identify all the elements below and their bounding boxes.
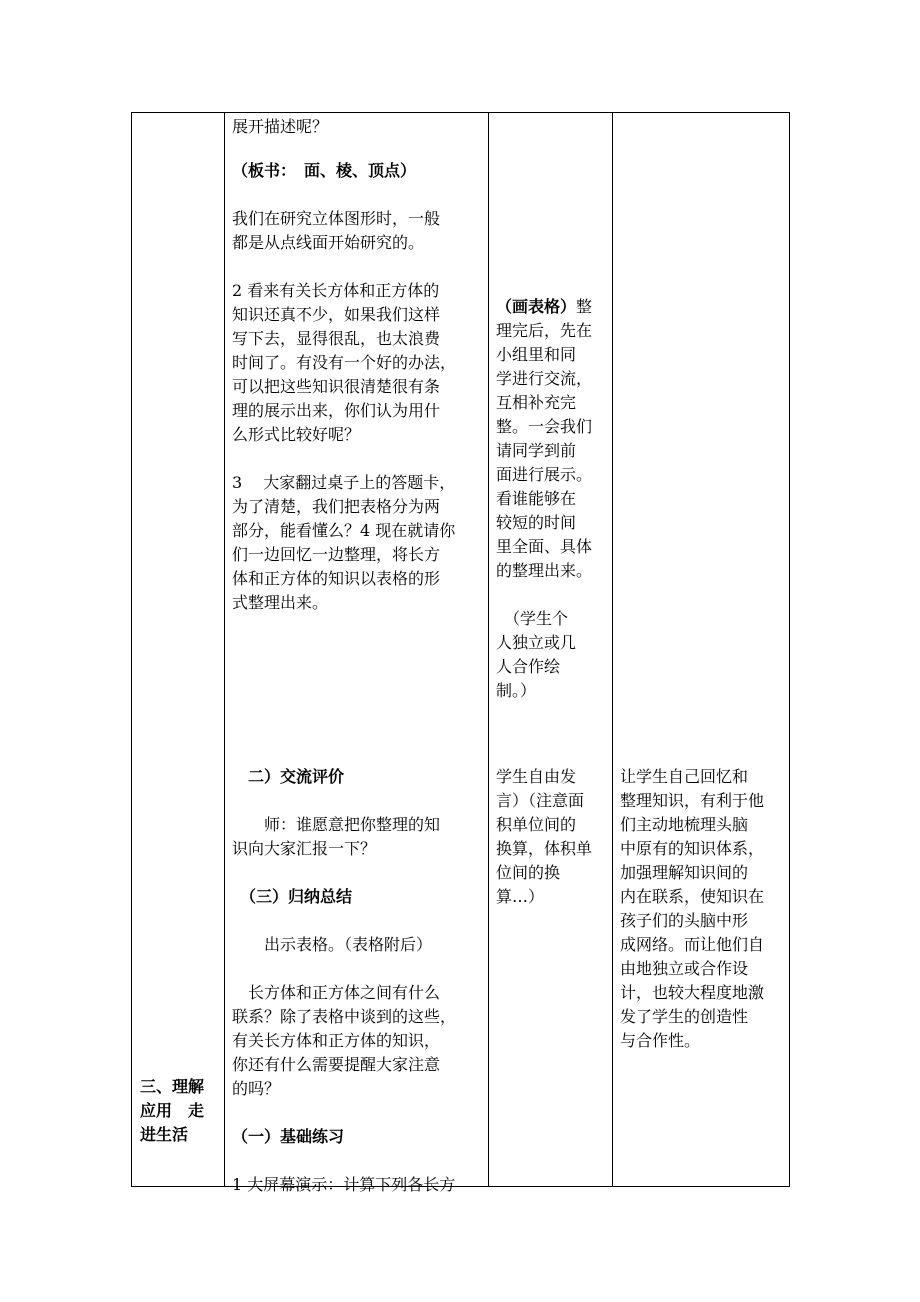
text-line: 长方体和正方体之间有什么 xyxy=(232,983,441,1002)
text-line: 里全面、具体 xyxy=(496,537,593,556)
section-heading: （一）基础练习 xyxy=(232,1127,345,1146)
text-line: 互相补充完 xyxy=(496,393,577,412)
text-line: 整理知识，有利于他 xyxy=(620,791,765,810)
text-line: 人独立或几 xyxy=(496,633,577,652)
stage-label-line: 进生活 xyxy=(140,1125,189,1144)
column-divider xyxy=(488,113,489,1186)
text-line: 加强理解知识间的 xyxy=(620,863,749,882)
teacher-activity-middle xyxy=(232,765,486,1197)
text-line: 与合作性。 xyxy=(620,1031,701,1050)
text-line: 展开描述呢？ xyxy=(232,117,329,136)
text-line: 请同学到前 xyxy=(496,441,577,460)
text-line: 我们在研究立体图形时，一般 xyxy=(232,209,441,228)
section-heading: （三）归纳总结 xyxy=(232,887,353,906)
draw-table-label: （画表格） xyxy=(496,297,577,316)
text-line: 的整理出来。 xyxy=(496,561,593,580)
text-line: 为了清楚，我们把表格分为两 xyxy=(232,497,441,516)
text-line: 么形式比较好呢？ xyxy=(232,425,361,444)
text-line: 中原有的知识体系， xyxy=(620,839,765,858)
teacher-activity-top xyxy=(232,115,486,615)
student-activity-top xyxy=(496,295,610,703)
text-line: 部分，能看懂么？4 现在就请你 xyxy=(232,521,456,540)
text-line: 2 看来有关长方体和正方体的 xyxy=(232,281,440,300)
text-line: 小组里和同 xyxy=(496,345,577,364)
text-line: 发了学生的创造性 xyxy=(620,1007,749,1026)
text-line: 积单位间的 xyxy=(496,815,577,834)
text-line: 出示表格。（表格附后） xyxy=(232,935,433,954)
text-line: 时间了。有没有一个好的办法， xyxy=(232,353,457,372)
text-line: 面进行展示。 xyxy=(496,465,593,484)
column-divider xyxy=(612,113,613,1186)
text-line: 们主动地梳理头脑 xyxy=(620,815,749,834)
text-line: （学生个 xyxy=(496,609,569,628)
text-line: 算…） xyxy=(496,887,545,906)
text-line: 你还有什么需要提醒大家注意 xyxy=(232,1055,441,1074)
text-line: 体和正方体的知识以表格的形 xyxy=(232,569,441,588)
text-line: 整。一会我们 xyxy=(496,417,593,436)
lesson-plan-table xyxy=(131,112,790,1194)
text-line: 的吗？ xyxy=(232,1079,281,1098)
text-line: 式整理出来。 xyxy=(232,593,329,612)
board-note: （板书： 面、棱、顶点） xyxy=(232,161,417,180)
section-heading: 二）交流评价 xyxy=(232,767,345,786)
text-line: 成网络。而让他们自 xyxy=(620,935,765,954)
text-line: 师：谁愿意把你整理的知 xyxy=(232,815,441,834)
text-line: 可以把这些知识很清楚很有条 xyxy=(232,377,441,396)
text-line: 识向大家汇报一下？ xyxy=(232,839,377,858)
text-line: 计，也较大程度地激 xyxy=(620,983,765,1002)
text-line: 由地独立或合作设 xyxy=(620,959,749,978)
text-line: 理完后，先在 xyxy=(496,321,593,340)
text-line: 们一边回忆一边整理，将长方 xyxy=(232,545,441,564)
text-line: 1 大屏幕演示：计算下列各长方 xyxy=(232,1175,456,1194)
text-fragment: 整 xyxy=(576,297,593,316)
text-line: 言）（注意面 xyxy=(496,791,585,810)
stage-label-line: 三、理解 xyxy=(140,1077,205,1096)
text-line: 让学生自己回忆和 xyxy=(620,767,749,786)
stage-cell-section-3 xyxy=(140,1075,220,1147)
text-line: 知识还真不少，如果我们这样 xyxy=(232,305,441,324)
text-line: 写下去，显得很乱，也太浪费 xyxy=(232,329,441,348)
text-line: 位间的换 xyxy=(496,863,561,882)
text-line: 内在联系，使知识在 xyxy=(620,887,765,906)
text-line: 联系？除了表格中谈到的这些， xyxy=(232,1007,457,1026)
text-line: 理的展示出来，你们认为用什 xyxy=(232,401,441,420)
text-line: 学生自由发 xyxy=(496,767,577,786)
text-line: 制。） xyxy=(496,681,537,700)
student-activity-middle xyxy=(496,765,610,909)
text-line: 都是从点线面开始研究的。 xyxy=(232,233,425,252)
text-line: 3 大家翻过桌子上的答题卡， xyxy=(232,473,456,492)
design-intent-note xyxy=(620,765,786,1053)
text-line: 学进行交流， xyxy=(496,369,593,388)
text-line: 孩子们的头脑中形 xyxy=(620,911,749,930)
text-line: 人合作绘 xyxy=(496,657,561,676)
text-line: 较短的时间 xyxy=(496,513,577,532)
text-line: 看谁能够在 xyxy=(496,489,577,508)
stage-label-line: 应用 走 xyxy=(140,1101,205,1120)
text-line: 有关长方体和正方体的知识， xyxy=(232,1031,441,1050)
column-divider xyxy=(224,113,225,1186)
text-line: 换算，体积单 xyxy=(496,839,593,858)
